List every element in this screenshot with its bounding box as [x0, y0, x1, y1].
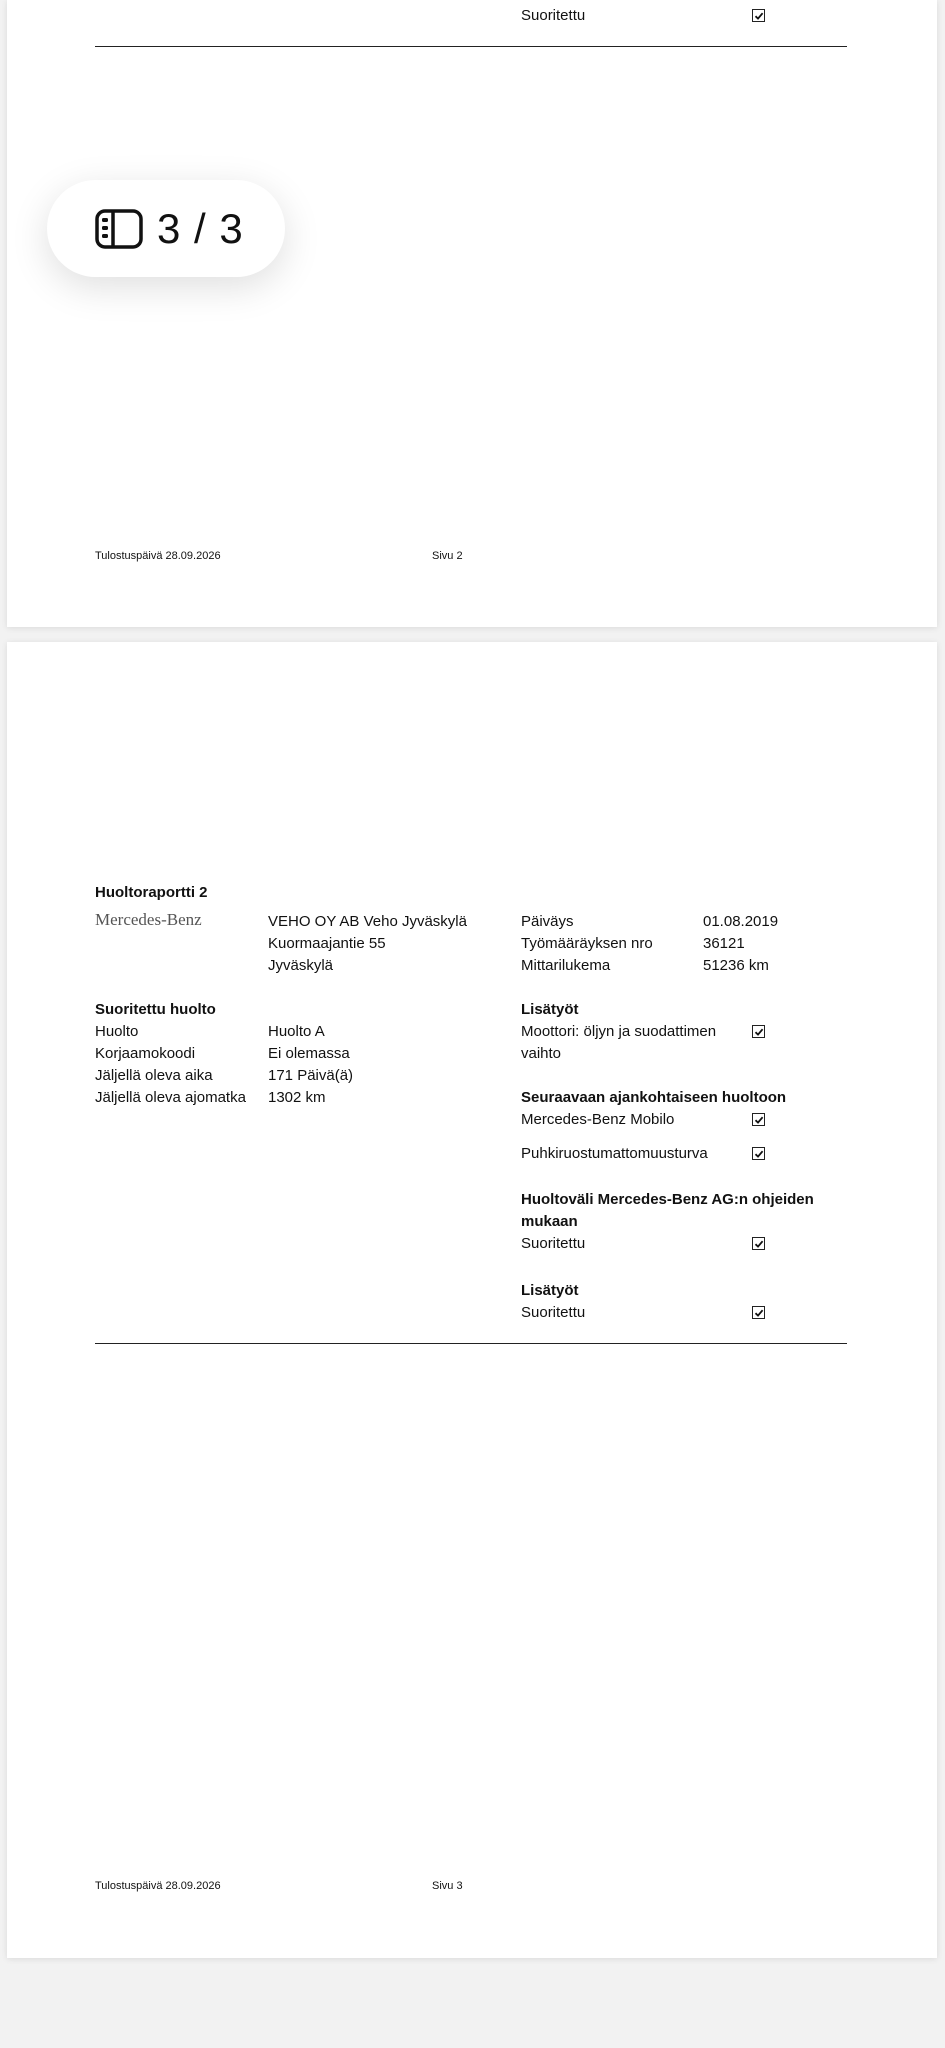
extra-work-heading: Lisätyöt: [521, 1282, 579, 1299]
service-row-value: Ei olemassa: [268, 1045, 350, 1062]
check-icon: [754, 11, 764, 21]
service-row-value: 1302 km: [268, 1089, 326, 1106]
info-value: 51236 km: [703, 957, 769, 974]
checkbox-checked: [752, 1306, 765, 1319]
check-icon: [754, 1115, 764, 1125]
checkbox-checked: [752, 1147, 765, 1160]
service-row-value: Huolto A: [268, 1023, 325, 1040]
checkbox-checked: [752, 9, 765, 22]
section-divider: [95, 46, 847, 47]
sidebar-panel-icon: [95, 209, 143, 249]
extra-work-item: Moottori: öljyn ja suodattimen vaihto: [521, 1023, 717, 1062]
section-divider: [95, 1343, 847, 1344]
document-page-3: [7, 642, 937, 1958]
top-item-label: Suoritettu: [521, 7, 586, 24]
checkbox-checked: [752, 1237, 765, 1250]
info-label: Päiväys: [521, 913, 574, 930]
extra-work-heading: Lisätyöt: [521, 1001, 579, 1018]
service-row-label: Korjaamokoodi: [95, 1045, 196, 1062]
next-service-item: Puhkiruostumattomuusturva: [521, 1145, 708, 1162]
next-service-item: Mercedes-Benz Mobilo: [521, 1111, 675, 1128]
check-icon: [754, 1308, 764, 1318]
page-indicator-label: 3 / 3: [157, 204, 244, 252]
check-icon: [754, 1027, 764, 1037]
info-label: Työmääräyksen nro: [521, 935, 653, 952]
dealer-name: VEHO OY AB Veho Jyväskylä: [268, 913, 467, 930]
service-row-label: Huolto: [95, 1023, 139, 1040]
report-title: Huoltoraportti 2: [95, 884, 208, 901]
info-label: Mittarilukema: [521, 957, 611, 974]
interval-item: Suoritettu: [521, 1235, 586, 1252]
footer-print-date: Tulostuspäivä 28.09.2026: [95, 1880, 221, 1892]
brand-logo: Mercedes-Benz: [95, 910, 202, 929]
info-value: 01.08.2019: [703, 913, 779, 930]
service-heading: Suoritettu huolto: [95, 1001, 216, 1018]
service-row-label: Jäljellä oleva aika: [95, 1067, 213, 1084]
checkbox-checked: [752, 1025, 765, 1038]
check-icon: [754, 1239, 764, 1249]
page-indicator[interactable]: [47, 180, 285, 277]
service-row-value: 171 Päivä(ä): [268, 1067, 354, 1084]
footer-page-number: Sivu 2: [432, 550, 463, 562]
dealer-street: Kuormaajantie 55: [268, 935, 386, 952]
info-value: 36121: [703, 935, 745, 952]
checkbox-checked: [752, 1113, 765, 1126]
check-icon: [754, 1149, 764, 1159]
next-service-heading: Seuraavaan ajankohtaiseen huoltoon: [521, 1089, 787, 1106]
footer-print-date: Tulostuspäivä 28.09.2026: [95, 550, 221, 562]
extra-work-item: Suoritettu: [521, 1304, 586, 1321]
document-page-2: [7, 0, 937, 627]
dealer-city: Jyväskylä: [268, 957, 334, 974]
service-row-label: Jäljellä oleva ajomatka: [95, 1089, 246, 1106]
footer-page-number: Sivu 3: [432, 1880, 463, 1892]
interval-heading: Huoltoväli Mercedes-Benz AG:n ohjeiden mukaan: [521, 1191, 814, 1230]
